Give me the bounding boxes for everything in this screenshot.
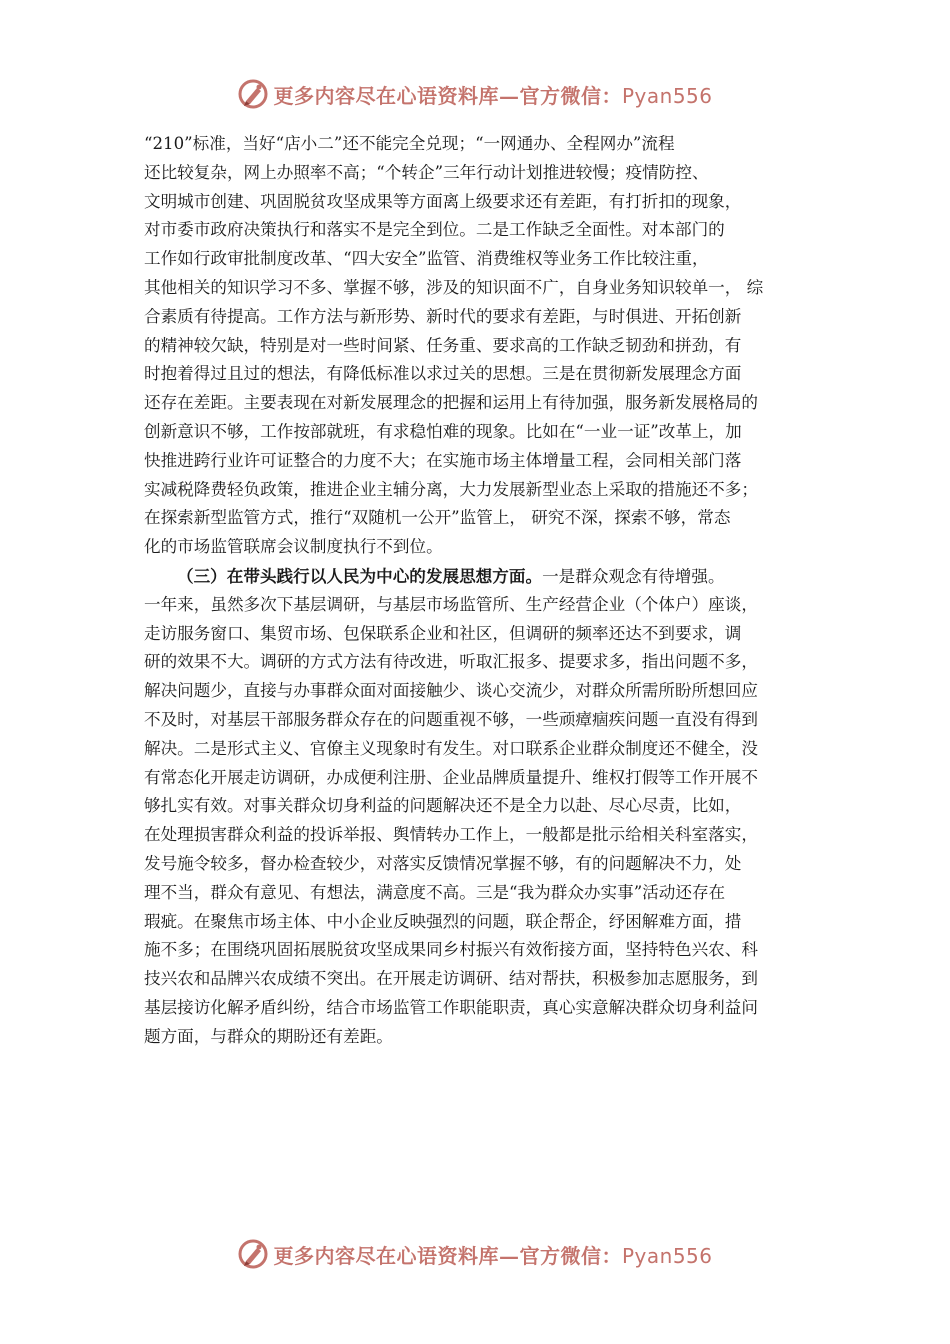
- text-line: 基层接访化解矛盾纠纷，结合市场监管工作职能职责，真心实意解决群众切身利益问: [144, 997, 758, 1017]
- text-line: 发号施令较多，督办检查较少，对落实反馈情况掌握不够，有的问题解决不力，处: [144, 853, 742, 873]
- watermark-text: 更多内容尽在心语资料库—官方微信：Pyan556: [273, 83, 713, 108]
- text-line: 文明城市创建、巩固脱贫攻坚成果等方面离上级要求还有差距，有打折扣的现象，: [144, 191, 742, 211]
- text-line: 施不多；在围绕巩固拓展脱贫攻坚成果同乡村振兴有效衔接方面，坚持特色兴农、科: [144, 940, 758, 960]
- pen-logo-icon: [237, 78, 269, 110]
- text-line: 实减税降费轻负政策，推进企业主辅分离，大力发展新型业态上采取的措施还不多；: [144, 479, 758, 499]
- text-line: 的精神较欠缺，特别是对一些时间紧、任务重、要求高的工作缺乏韧劲和拼劲，有: [144, 335, 742, 355]
- text-line: 技兴农和品牌兴农成绩不突出。在开展走访调研、结对帮扶，积极参加志愿服务，到: [144, 969, 758, 989]
- text-line: 其他相关的知识学习不多、掌握不够，涉及的知识面不广，自身业务知识较单一， 综: [144, 277, 764, 297]
- paragraph-2: [144, 591, 834, 1052]
- text-line: 够扎实有效。对事关群众切身利益的问题解决还不是全力以赴、尽心尽责，比如，: [144, 796, 742, 816]
- text-line: 一年来，虽然多次下基层调研，与基层市场监管所、生产经营企业（个体户）座谈，: [144, 594, 758, 614]
- text-line: 合素质有待提高。工作方法与新形势、新时代的要求有差距，与时俱进、开拓创新: [144, 306, 742, 326]
- paragraph-1: [144, 130, 834, 562]
- text-line: 解决。二是形式主义、官僚主义现象时有发生。对口联系企业群众制度还不健全，没: [144, 738, 758, 758]
- pen-logo-icon: [237, 1238, 269, 1270]
- header-watermark: [0, 74, 950, 114]
- text-line: 解决问题少，直接与办事群众面对面接触少、谈心交流少，对群众所需所盼所想回应: [144, 681, 758, 701]
- text-line: 时抱着得过且过的想法，有降低标准以求过关的思想。三是在贯彻新发展理念方面: [144, 364, 742, 384]
- text-line: “210”标准，当好“店小二”还不能完全兑现；“一网通办、全程网办”流程: [144, 134, 675, 153]
- text-line: 还存在差距。主要表现在对新发展理念的把握和运用上有待加强，服务新发展格局的: [144, 393, 758, 413]
- watermark-handle: Pyan556: [621, 1243, 713, 1268]
- watermark-handle: Pyan556: [621, 83, 713, 108]
- text-line: 在探索新型监管方式，推行“双随机一公开”监管上， 研究不深，探索不够，常态: [144, 508, 731, 528]
- text-line: 走访服务窗口、集贸市场、包保联系企业和社区，但调研的频率还达不到要求，调: [144, 623, 742, 643]
- footer-watermark: [0, 1234, 950, 1274]
- text-line: 对市委市政府决策执行和落实不是完全到位。二是工作缺乏全面性。对本部门的: [144, 220, 725, 240]
- watermark-text: 更多内容尽在心语资料库—官方微信：Pyan556: [273, 1243, 713, 1268]
- text-line: 有常态化开展走访调研，办成便利注册、企业品牌质量提升、维权打假等工作开展不: [144, 767, 758, 787]
- text-line: 还比较复杂，网上办照率不高；“个转企”三年行动计划推进较慢；疫情防控、: [144, 162, 709, 182]
- text-line: 瑕疵。在聚焦市场主体、中小企业反映强烈的问题，联企帮企，纾困解难方面，措: [144, 911, 742, 931]
- text-line: 理不当，群众有意见、有想法，满意度不高。三是“我为群众办实事”活动还存在: [144, 882, 726, 902]
- text-line: 研的效果不大。调研的方式方法有待改进，听取汇报多、提要求多，指出问题不多，: [144, 652, 758, 672]
- text-line: 快推进跨行业许可证整合的力度不大；在实施市场主体增量工程，会同相关部门落: [144, 450, 742, 470]
- text-line: 化的市场监管联席会议制度执行不到位。: [144, 537, 443, 557]
- document-body: [144, 130, 834, 1052]
- text-line: 不及时，对基层干部服务群众存在的问题重视不够，一些顽瘴痼疾问题一直没有得到: [144, 709, 758, 729]
- text-line: 工作如行政审批制度改革、“四大安全”监管、消费维权等业务工作比较注重，: [144, 249, 709, 269]
- text-line: 题方面，与群众的期盼还有差距。: [144, 1026, 393, 1046]
- section-heading-tail: 一是群众观念有待增强。: [542, 566, 725, 586]
- paragraph-2-first-line: [144, 562, 834, 591]
- text-line: 创新意识不够，工作按部就班，有求稳怕难的现象。比如在“一业一证”改革上，加: [144, 421, 742, 441]
- section-heading: （三）在带头践行以人民为中心的发展思想方面。: [177, 565, 543, 586]
- text-line: 在处理损害群众利益的投诉举报、舆情转办工作上，一般都是批示给相关科室落实，: [144, 825, 758, 845]
